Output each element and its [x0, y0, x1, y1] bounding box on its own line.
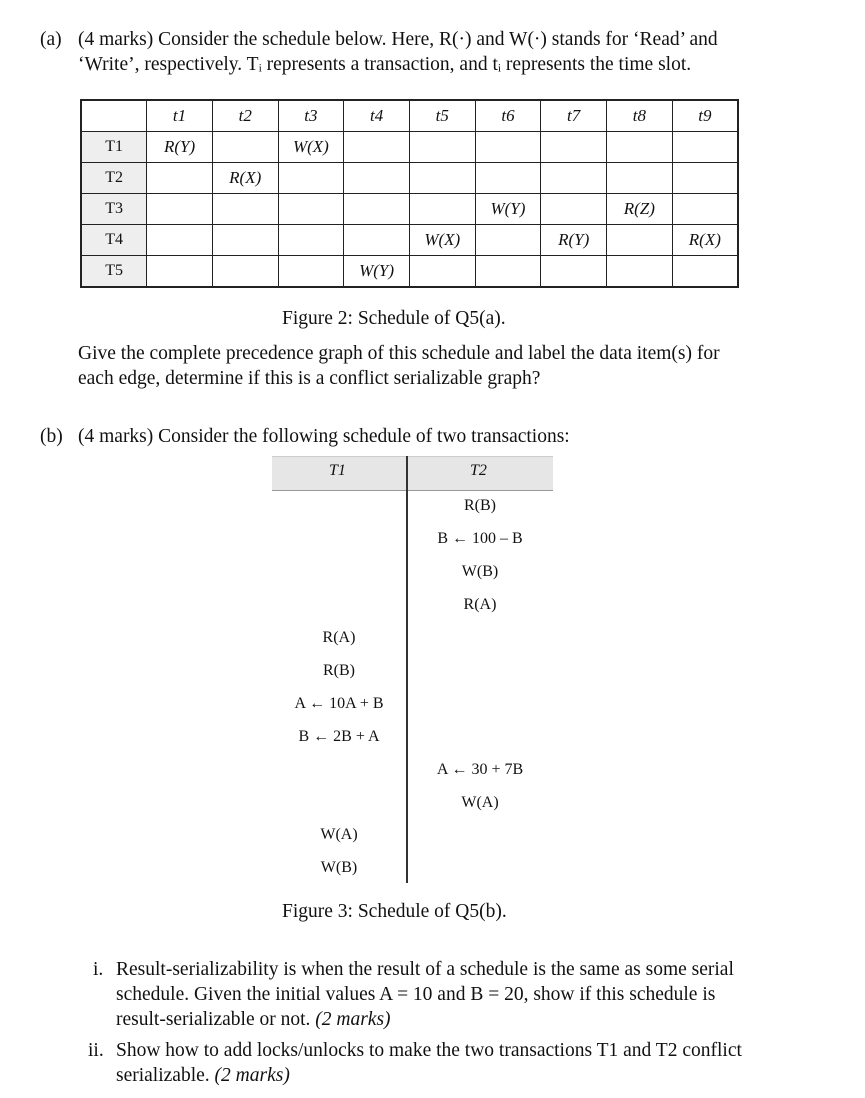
table-row [81, 225, 738, 256]
schedule-cell [212, 194, 278, 225]
schedule-cell [278, 256, 344, 288]
schedule-cell [541, 256, 607, 288]
table-header-row [81, 100, 738, 132]
schedule-cell [672, 132, 738, 163]
t1-operation: B ← 2B + A [298, 728, 380, 745]
time-slot-header: t9 [672, 100, 738, 132]
schedule-cell [475, 132, 541, 163]
item-i-marks: (2 marks) [315, 1009, 391, 1030]
schedule-cell [147, 163, 213, 194]
schedule-cell [607, 132, 673, 163]
schedule-cell [607, 256, 673, 288]
schedule-cell [147, 225, 213, 256]
t2-operation: A ← 30 + 7B [436, 761, 524, 778]
t2-column-header: T2 [470, 462, 487, 479]
part-a-label: (a) [40, 29, 62, 50]
item-ii-line2 [116, 1063, 290, 1088]
schedule-cell: R(Y) [541, 225, 607, 256]
item-ii-marks: (2 marks) [214, 1065, 290, 1086]
item-i-line2: schedule. Given the initial values A = 10 and B = 20, show if this schedule is [116, 984, 716, 1005]
schedule-cell [607, 225, 673, 256]
time-slot-header: t6 [475, 100, 541, 132]
schedule-cell [147, 194, 213, 225]
transaction-label: T1 [81, 132, 147, 163]
part-a-question-line1: Give the complete precedence graph of this schedule and label the data item(s) for [78, 343, 720, 364]
t2-operation: R(A) [463, 596, 497, 613]
item-i-number: i. [93, 959, 104, 980]
schedule-cell: W(X) [278, 132, 344, 163]
schedule-cell [344, 132, 410, 163]
schedule-cell: R(X) [212, 163, 278, 194]
t1-operation: R(B) [323, 662, 355, 679]
table-row [81, 194, 738, 225]
schedule-cell [541, 194, 607, 225]
schedule-cell [212, 256, 278, 288]
schedule-cell [541, 163, 607, 194]
schedule-cell [475, 256, 541, 288]
t1-operation: R(A) [322, 629, 356, 646]
time-slot-header: t8 [607, 100, 673, 132]
schedule-cell: W(Y) [475, 194, 541, 225]
schedule-cell [672, 256, 738, 288]
t2-operation: W(B) [461, 563, 499, 580]
schedule-cell [409, 163, 475, 194]
schedule-cell: W(X) [409, 225, 475, 256]
schedule-cell [607, 163, 673, 194]
schedule-cell [541, 132, 607, 163]
transaction-label: T2 [81, 163, 147, 194]
part-b-label: (b) [40, 426, 63, 447]
t1-operation: W(A) [320, 826, 358, 843]
figure-3-header-bar [272, 456, 553, 491]
schedule-cell: R(Z) [607, 194, 673, 225]
item-ii-number: ii. [88, 1040, 104, 1061]
item-ii-line1: Show how to add locks/unlocks to make the two transactions T1 and T2 conflict [116, 1040, 742, 1061]
item-i-line1: Result-serializability is when the result of a schedule is the same as some serial [116, 959, 734, 980]
item-i-line3-text: result-serializable or not. [116, 1009, 311, 1030]
schedule-table-q5a [80, 99, 739, 288]
time-slot-header: t1 [147, 100, 213, 132]
part-b-intro: (4 marks) Consider the following schedule of two transactions: [78, 426, 570, 447]
table-row [81, 256, 738, 288]
transaction-label: T5 [81, 256, 147, 288]
schedule-cell: R(X) [672, 225, 738, 256]
time-slot-header: t3 [278, 100, 344, 132]
time-slot-header: t2 [212, 100, 278, 132]
schedule-cell [672, 194, 738, 225]
schedule-cell [409, 132, 475, 163]
table-row [81, 132, 738, 163]
schedule-cell [212, 132, 278, 163]
schedule-cell [278, 163, 344, 194]
t1-operation: W(B) [320, 859, 358, 876]
part-a-intro-line1: (4 marks) Consider the schedule below. Here, R(·) and W(·) stands for ‘Read’ and [78, 29, 718, 50]
schedule-cell [344, 194, 410, 225]
schedule-cell [344, 225, 410, 256]
transaction-label: T3 [81, 194, 147, 225]
transaction-label: T4 [81, 225, 147, 256]
time-slot-header: t5 [409, 100, 475, 132]
time-slot-header: t4 [344, 100, 410, 132]
time-slot-header: t7 [541, 100, 607, 132]
item-i-line3 [116, 1007, 391, 1032]
schedule-cell [147, 256, 213, 288]
table-row [81, 163, 738, 194]
schedule-cell [344, 163, 410, 194]
schedule-cell [212, 225, 278, 256]
schedule-cell: R(Y) [147, 132, 213, 163]
figure-2-caption: Figure 2: Schedule of Q5(a). [282, 308, 506, 329]
schedule-cell [672, 163, 738, 194]
schedule-cell [278, 225, 344, 256]
schedule-cell [409, 194, 475, 225]
item-ii-line2-text: serializable. [116, 1065, 210, 1086]
schedule-cell: W(Y) [344, 256, 410, 288]
schedule-cell [278, 194, 344, 225]
t1-operation: A ← 10A + B [294, 695, 384, 712]
schedule-cell [475, 163, 541, 194]
t2-operation: B ← 100 – B [437, 530, 523, 547]
schedule-cell [475, 225, 541, 256]
part-a-question-line2: each edge, determine if this is a conflict serializable graph? [78, 368, 541, 389]
t1-column-header: T1 [329, 462, 346, 479]
t2-operation: W(A) [461, 794, 499, 811]
t2-operation: R(B) [464, 497, 496, 514]
schedule-cell [409, 256, 475, 288]
table-corner-cell [81, 100, 147, 132]
part-a-intro-line2: ‘Write’, respectively. Tᵢ represents a transaction, and tᵢ represents the time slot. [78, 54, 692, 75]
figure-3-caption: Figure 3: Schedule of Q5(b). [282, 901, 507, 922]
